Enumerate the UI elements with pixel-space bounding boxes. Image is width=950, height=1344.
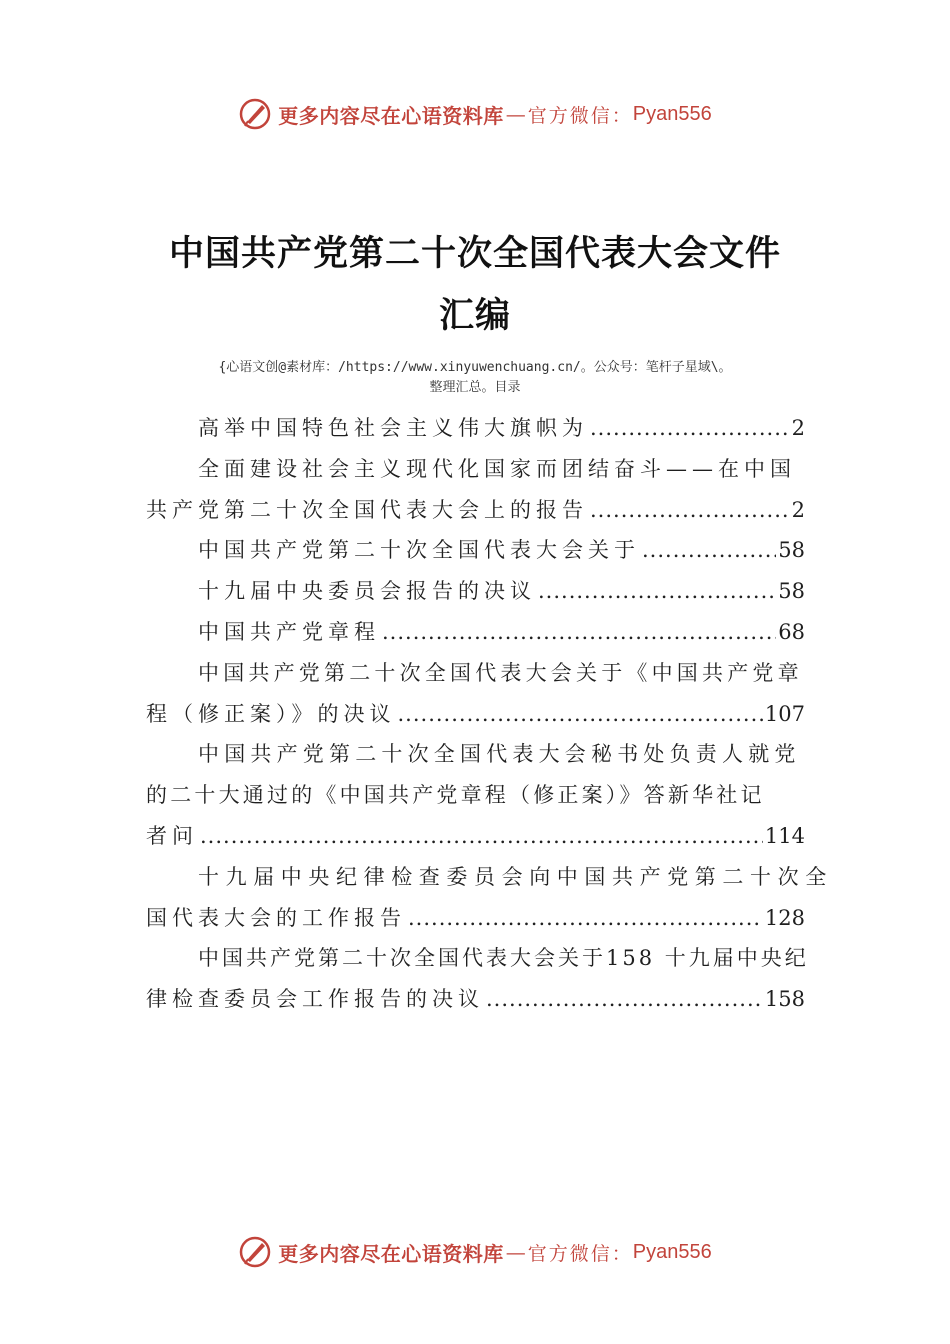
banner-wechat-label: 官方微信： (527, 1242, 633, 1265)
banner-wechat-label: 官方微信： (527, 104, 633, 127)
toc-page-number: 128 (764, 905, 805, 930)
toc-entry-title: 全面建设社会主义现代化国家而团结奋斗——在中国 (198, 456, 796, 481)
banner-text: 更多内容尽在心语资料库 (278, 1241, 504, 1266)
toc-entry-continuation[interactable] (146, 816, 805, 857)
toc-leader-dots (486, 979, 763, 1020)
toc-entry[interactable] (146, 653, 805, 694)
toc-page-number: 2 (791, 416, 805, 440)
document-title-line2: 汇编 (438, 296, 511, 336)
toc-entry-continuation[interactable] (146, 490, 805, 531)
toc-leader-dots (408, 898, 763, 939)
header-banner (0, 94, 950, 134)
toc-entry-title: 高举中国特色社会主义伟大旗帜为 (198, 416, 588, 440)
source-note-line2: 整理汇总。目录 (429, 380, 521, 395)
toc-entry[interactable] (146, 449, 805, 490)
toc-entry-continuation[interactable] (146, 775, 805, 816)
toc-entry-title: 者问 (146, 823, 198, 848)
toc-entry-title: 中国共产党第二十次全国代表大会关于 (198, 538, 640, 563)
toc-entry-title: 国代表大会的工作报告 (146, 905, 406, 930)
toc-leader-dots (398, 694, 763, 735)
toc-entry-title: 中国共产党第二十次全国代表大会关于158 十九届中央纪 (198, 946, 809, 971)
toc-entry-title: 中国共产党第二十次全国代表大会关于《中国共产党章 (198, 660, 803, 685)
toc-entry-title: 共产党第二十次全国代表大会上的报告 (146, 497, 588, 522)
toc-leader-dots (200, 816, 763, 857)
toc-entry-title: 的二十大通过的《中国共产党章程（修正案）》答新华社记 (146, 783, 765, 808)
toc-entry-title: 十九届中央委员会报告的决议 (198, 579, 536, 604)
toc-leader-dots (538, 571, 776, 612)
toc-entry[interactable] (146, 938, 809, 979)
banner-dash: — (505, 102, 526, 126)
table-of-contents (146, 408, 833, 1020)
toc-leader-dots (590, 408, 790, 449)
toc-entry-title: 十九届中央纪律检查委员会向中国共产党第二十次全 (198, 864, 833, 889)
toc-page-number: 158 (764, 987, 805, 1012)
toc-entry[interactable] (146, 530, 805, 571)
toc-entry-title: 程（修正案）》的决议 (146, 701, 396, 726)
toc-entry[interactable] (146, 571, 805, 612)
toc-entry[interactable] (146, 734, 805, 775)
quill-pen-circle-icon (238, 1235, 272, 1269)
banner-text: 更多内容尽在心语资料库 (278, 103, 504, 128)
toc-page-number: 2 (791, 497, 805, 522)
toc-leader-dots (642, 530, 776, 571)
source-note (140, 358, 810, 398)
toc-entry-continuation[interactable] (146, 898, 805, 939)
toc-leader-dots (590, 490, 790, 531)
toc-leader-dots (382, 612, 776, 653)
toc-entry[interactable] (146, 408, 805, 449)
toc-entry-continuation[interactable] (146, 979, 805, 1020)
document-title: 中国共产党第二十次全国代表大会文件 (168, 234, 781, 274)
banner-dash: — (505, 1240, 526, 1264)
toc-page-number: 58 (778, 579, 805, 604)
quill-pen-circle-icon (238, 97, 272, 131)
toc-entry-continuation[interactable] (146, 694, 805, 735)
source-note-line1: {心语文创@素材库：/https://www.xinyuwenchuang.cn/。公众号：笔杆子星域\。 (218, 360, 732, 375)
toc-entry[interactable] (146, 857, 833, 898)
banner-wechat-id: Pyan556 (632, 1240, 712, 1263)
banner-wechat-id: Pyan556 (632, 102, 712, 125)
toc-entry-title: 中国共产党章程 (198, 619, 380, 644)
toc-page-number: 58 (778, 538, 805, 563)
footer-banner (0, 1232, 950, 1272)
toc-page-number: 114 (764, 823, 805, 848)
toc-entry[interactable] (146, 612, 805, 653)
toc-entry-title: 律检查委员会工作报告的决议 (146, 987, 484, 1012)
toc-page-number: 107 (764, 701, 805, 726)
toc-entry-title: 中国共产党第二十次全国代表大会秘书处负责人就党 (198, 742, 801, 767)
toc-page-number: 68 (778, 619, 805, 644)
